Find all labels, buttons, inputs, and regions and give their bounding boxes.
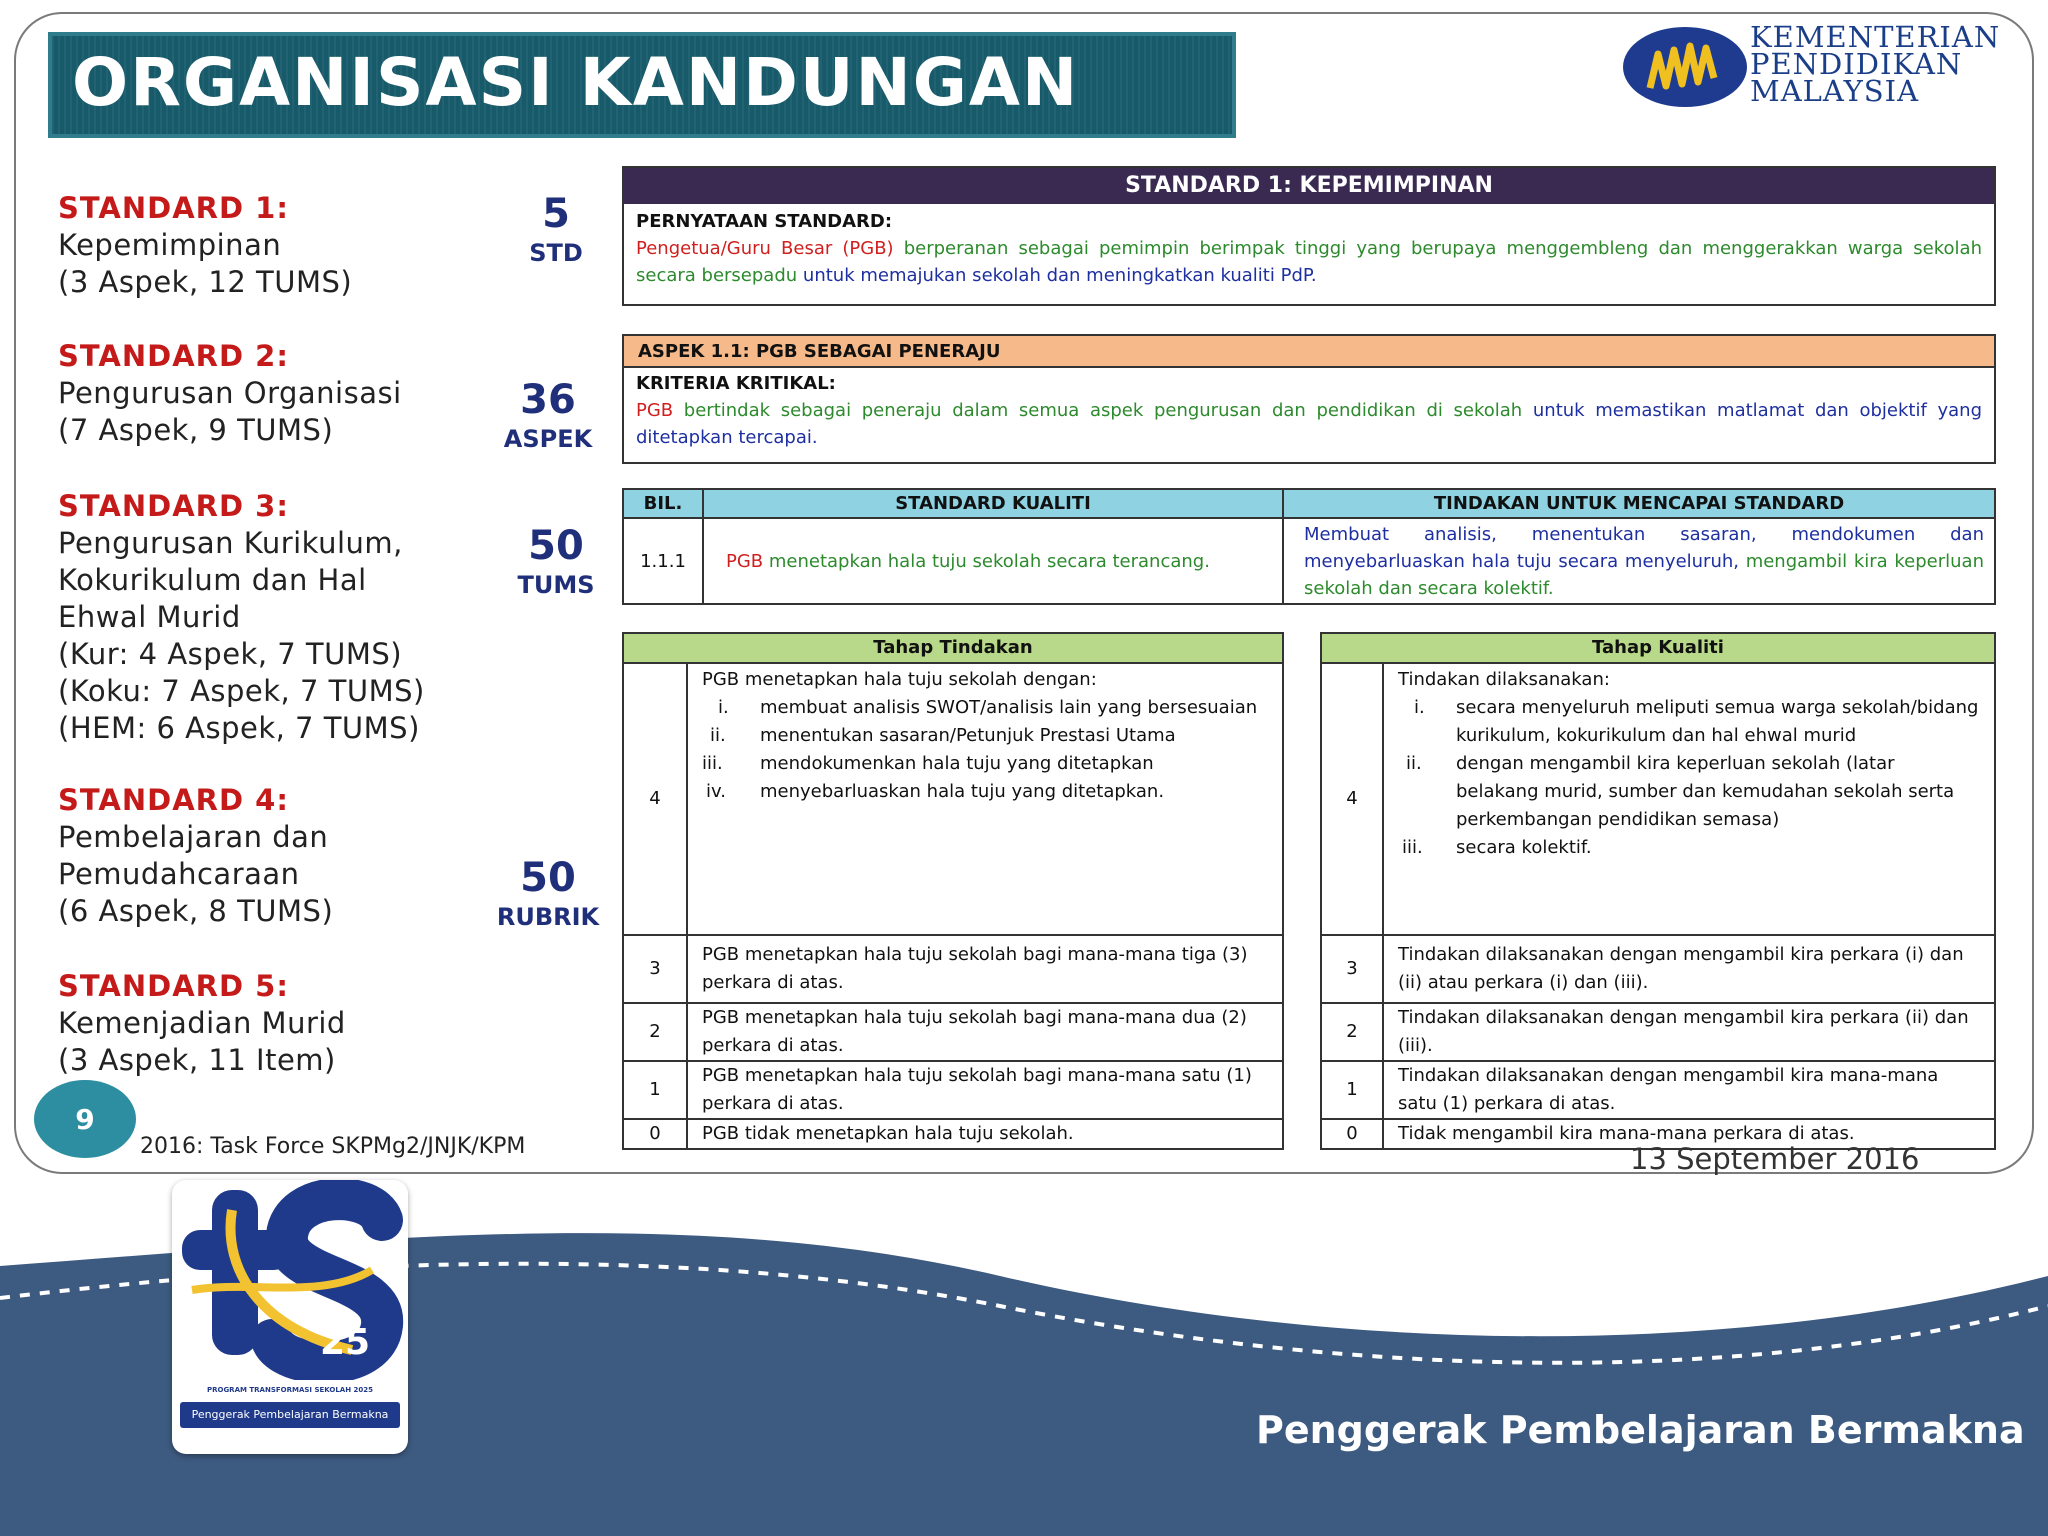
level-desc: Tindakan dilaksanakan dengan mengambil kira mana-mana satu (1) perkara di atas. bbox=[1383, 1061, 1995, 1119]
title-bar bbox=[48, 32, 1236, 138]
level-cell: 1 bbox=[1321, 1061, 1383, 1119]
standard-line: Pembelajaran dan bbox=[58, 820, 329, 854]
standard-line: Kemenjadian Murid bbox=[58, 1006, 346, 1040]
stat-number: 50 bbox=[528, 523, 584, 569]
standard-line: (3 Aspek, 11 Item) bbox=[58, 1043, 336, 1077]
col-standard-kualiti: STANDARD KUALITI bbox=[703, 489, 1283, 518]
list-item bbox=[1398, 750, 1980, 834]
table-row bbox=[623, 1119, 1283, 1149]
level-cell: 0 bbox=[623, 1119, 687, 1149]
aspek-box-text bbox=[636, 397, 1982, 451]
list-marker: i. bbox=[718, 697, 729, 718]
level-cell: 2 bbox=[1321, 1003, 1383, 1061]
aspek-box-header: ASPEK 1.1: PGB SEBAGAI PENERAJU bbox=[624, 336, 1994, 368]
ministry-line-3: MALAYSIA bbox=[1750, 74, 1920, 108]
standard-line: Pemudahcaraan bbox=[58, 857, 300, 891]
ministry-name bbox=[1750, 20, 2001, 108]
aspek-box bbox=[622, 334, 1996, 464]
aspek-box-label: KRITERIA KRITIKAL: bbox=[636, 373, 836, 394]
table-row bbox=[1321, 1061, 1995, 1119]
text-red: Pengetua/Guru Besar (PGB) bbox=[636, 238, 894, 259]
level-intro: Tindakan dilaksanakan: bbox=[1398, 669, 1610, 690]
level-cell: 3 bbox=[1321, 935, 1383, 1003]
standard-1 bbox=[58, 190, 352, 301]
level-cell: 4 bbox=[1321, 663, 1383, 935]
list-text: membuat analisis SWOT/analisis lain yang bersesuaian bbox=[760, 697, 1258, 718]
standard-5 bbox=[58, 968, 346, 1079]
tahap-kualiti-header: Tahap Kualiti bbox=[1321, 633, 1995, 663]
standard-heading: STANDARD 1: bbox=[58, 191, 289, 225]
stat-tums bbox=[486, 522, 626, 600]
badge-tag: Penggerak Pembelajaran Bermakna bbox=[180, 1402, 400, 1428]
level-desc bbox=[687, 663, 1283, 935]
badge-program: PROGRAM TRANSFORMASI SEKOLAH 2025 bbox=[206, 1386, 374, 1394]
page-number: 9 bbox=[34, 1080, 136, 1158]
list-text: secara menyeluruh meliputi semua warga sekolah/bidang kurikulum, kokurikulum dan hal ehwal murid bbox=[1456, 697, 1979, 746]
standard-line: (3 Aspek, 12 TUMS) bbox=[58, 265, 353, 299]
tahap-tindakan-header: Tahap Tindakan bbox=[623, 633, 1283, 663]
level-desc: PGB tidak menetapkan hala tuju sekolah. bbox=[687, 1119, 1283, 1149]
row-standard-kualiti bbox=[703, 518, 1283, 604]
pts-2025-badge bbox=[172, 1180, 408, 1454]
level-desc: Tidak mengambil kira mana-mana perkara di atas. bbox=[1383, 1119, 1995, 1149]
text-blue: untuk memajukan sekolah dan meningkatkan kualiti PdP. bbox=[797, 265, 1317, 286]
standard-box-label: PERNYATAAN STANDARD: bbox=[636, 211, 893, 232]
standard-line: (Koku: 7 Aspek, 7 TUMS) bbox=[58, 674, 425, 708]
level-desc: PGB menetapkan hala tuju sekolah bagi mana-mana satu (1) perkara di atas. bbox=[687, 1061, 1283, 1119]
level-intro: PGB menetapkan hala tuju sekolah dengan: bbox=[702, 669, 1097, 690]
list-marker: ii. bbox=[1406, 753, 1422, 774]
table-row bbox=[623, 935, 1283, 1003]
standard-2 bbox=[58, 338, 402, 449]
tahap-kualiti-table bbox=[1320, 632, 1996, 1150]
stat-std bbox=[486, 190, 626, 268]
text-red: PGB bbox=[636, 400, 674, 421]
col-bil: BIL. bbox=[623, 489, 703, 518]
list-text: menyebarluaskan hala tuju yang ditetapkan. bbox=[760, 781, 1165, 802]
table-header-row bbox=[623, 633, 1283, 663]
standard-heading: STANDARD 3: bbox=[58, 489, 289, 523]
list-marker: iii. bbox=[702, 753, 723, 774]
ministry-line-2: PENDIDIKAN bbox=[1750, 47, 1963, 81]
col-tindakan: TINDAKAN UNTUK MENCAPAI STANDARD bbox=[1283, 489, 1995, 518]
standard-4 bbox=[58, 782, 333, 930]
page-title: ORGANISASI KANDUNGAN bbox=[72, 44, 1080, 121]
list-item bbox=[702, 694, 1268, 722]
standard-3 bbox=[58, 488, 425, 747]
list-item bbox=[1398, 694, 1980, 750]
standard-line: Ehwal Murid bbox=[58, 600, 241, 634]
list-marker: iii. bbox=[1402, 837, 1423, 858]
standard-line: Kokurikulum dan Hal bbox=[58, 563, 367, 597]
row-bil: 1.1.1 bbox=[623, 518, 703, 604]
footer-tagline: Penggerak Pembelajaran Bermakna bbox=[1256, 1408, 2025, 1452]
list-text: dengan mengambil kira keperluan sekolah (latar belakang murid, sumber dan kemudahan sekolah serta perkembangan pendidikan semasa) bbox=[1456, 753, 1955, 830]
standard-line: (7 Aspek, 9 TUMS) bbox=[58, 413, 334, 447]
aspek-box-body bbox=[624, 368, 1994, 453]
slide-date: 13 September 2016 bbox=[1630, 1142, 1920, 1176]
list-text: menentukan sasaran/Petunjuk Prestasi Utama bbox=[760, 725, 1176, 746]
text-red: PGB bbox=[726, 550, 764, 572]
table-row bbox=[623, 1061, 1283, 1119]
stat-label: TUMS bbox=[517, 571, 595, 599]
list-item bbox=[702, 722, 1268, 750]
level-cell: 4 bbox=[623, 663, 687, 935]
badge-year: 25 bbox=[320, 1322, 371, 1363]
list-item bbox=[1398, 834, 1980, 862]
level-desc bbox=[1383, 663, 1995, 935]
stat-number: 5 bbox=[542, 191, 570, 237]
table-row bbox=[1321, 663, 1995, 935]
level-cell: 0 bbox=[1321, 1119, 1383, 1149]
standard-line: (6 Aspek, 8 TUMS) bbox=[58, 894, 334, 928]
standard-box-header: STANDARD 1: KEPEMIMPINAN bbox=[624, 168, 1994, 204]
level-desc: PGB menetapkan hala tuju sekolah bagi mana-mana tiga (3) perkara di atas. bbox=[687, 935, 1283, 1003]
table-row bbox=[623, 518, 1995, 604]
standard-box-body bbox=[624, 204, 1994, 293]
text-blue: untuk memastikan matlamat dan objektif yang ditetapkan tercapai. bbox=[636, 400, 1982, 448]
list-marker: iv. bbox=[706, 781, 726, 802]
standard-box-text bbox=[636, 235, 1982, 289]
list-marker: ii. bbox=[710, 725, 726, 746]
stat-label: ASPEK bbox=[503, 425, 593, 453]
text-green: bertindak sebagai peneraju dalam semua aspek pengurusan dan pendidikan di sekolah bbox=[673, 400, 1523, 421]
stat-label: STD bbox=[529, 239, 583, 267]
text-green: menetapkan hala tuju sekolah secara terancang. bbox=[763, 550, 1210, 572]
ministry-line-1: KEMENTERIAN bbox=[1750, 20, 2001, 54]
stat-rubrik bbox=[478, 854, 618, 932]
row-tindakan bbox=[1283, 518, 1995, 604]
list-item bbox=[702, 750, 1268, 778]
standard-line: (HEM: 6 Aspek, 7 TUMS) bbox=[58, 711, 420, 745]
table-row bbox=[623, 1003, 1283, 1061]
text-green: berperanan sebagai pemimpin berimpak tinggi yang berupaya menggembleng dan menggerakkan warga sekolah secara bersepadu bbox=[636, 238, 1982, 286]
table-header-row bbox=[623, 489, 1995, 518]
level-desc: Tindakan dilaksanakan dengan mengambil kira perkara (i) dan (ii) atau perkara (i) dan (iii). bbox=[1383, 935, 1995, 1003]
ministry-logo bbox=[1608, 16, 2018, 116]
table-row bbox=[1321, 1003, 1995, 1061]
list-marker: i. bbox=[1414, 697, 1425, 718]
text-blue: Membuat analisis, menentukan sasaran, mendokumen dan menyebarluaskan hala tuju secara menyeluruh, bbox=[1304, 523, 1984, 572]
stat-number: 36 bbox=[520, 377, 576, 423]
standard-kualiti-table bbox=[622, 488, 1996, 605]
standard-line: Pengurusan Kurikulum, bbox=[58, 526, 403, 560]
ministry-emblem-icon bbox=[1622, 26, 1748, 108]
standard-statement-box bbox=[622, 166, 1996, 306]
stat-number: 50 bbox=[520, 855, 576, 901]
list-item bbox=[702, 778, 1268, 806]
ts-logo-icon bbox=[172, 1180, 408, 1380]
stat-aspek bbox=[478, 376, 618, 454]
standard-heading: STANDARD 4: bbox=[58, 783, 289, 817]
table-row bbox=[623, 663, 1283, 935]
table-row bbox=[1321, 935, 1995, 1003]
level-cell: 2 bbox=[623, 1003, 687, 1061]
level-cell: 1 bbox=[623, 1061, 687, 1119]
standard-heading: STANDARD 5: bbox=[58, 969, 289, 1003]
list-text: mendokumenkan hala tuju yang ditetapkan bbox=[760, 753, 1154, 774]
standard-line: Pengurusan Organisasi bbox=[58, 376, 402, 410]
standard-line: (Kur: 4 Aspek, 7 TUMS) bbox=[58, 637, 403, 671]
level-cell: 3 bbox=[623, 935, 687, 1003]
standard-heading: STANDARD 2: bbox=[58, 339, 289, 373]
credit-text: 2016: Task Force SKPMg2/JNJK/KPM bbox=[140, 1134, 526, 1159]
stat-label: RUBRIK bbox=[496, 903, 600, 931]
list-text: secara kolektif. bbox=[1456, 837, 1592, 858]
level-desc: Tindakan dilaksanakan dengan mengambil kira perkara (ii) dan (iii). bbox=[1383, 1003, 1995, 1061]
table-header-row bbox=[1321, 633, 1995, 663]
text-green: mengambil kira keperluan sekolah dan secara kolektif. bbox=[1304, 550, 1984, 599]
level-desc: PGB menetapkan hala tuju sekolah bagi mana-mana dua (2) perkara di atas. bbox=[687, 1003, 1283, 1061]
tahap-tindakan-table bbox=[622, 632, 1284, 1150]
standard-line: Kepemimpinan bbox=[58, 228, 282, 262]
